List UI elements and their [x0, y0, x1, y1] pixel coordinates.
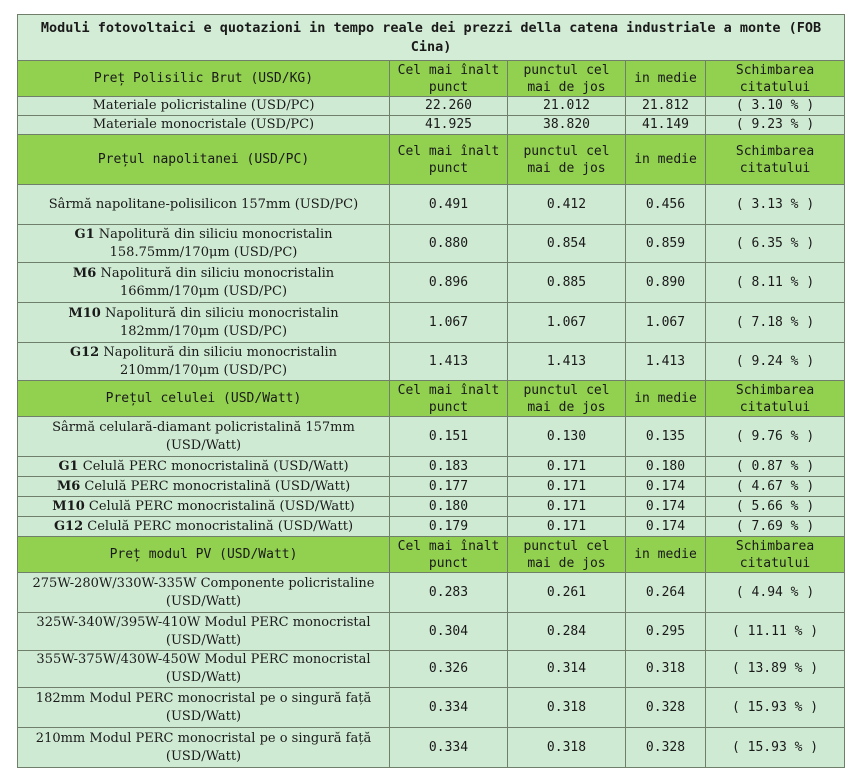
high-value: 0.151 — [390, 417, 508, 457]
product-cell — [18, 651, 390, 688]
product-size-prefix: M10 — [68, 305, 101, 321]
table-title: Moduli fotovoltaici e quotazioni in tempo reale dei prezzi della catena industriale a monte (FOB Cina) — [18, 15, 845, 61]
column-change-header: Schimbarea citatului — [706, 135, 845, 185]
change-value: ( 7.69 % ) — [706, 517, 845, 537]
low-value: 0.171 — [508, 477, 626, 497]
change-value: ( 11.11 % ) — [706, 613, 845, 651]
change-value: ( 6.35 % ) — [706, 225, 845, 263]
change-value: ( 5.66 % ) — [706, 497, 845, 517]
table-row — [18, 497, 845, 517]
table-row — [18, 417, 845, 457]
table-row — [18, 688, 845, 728]
avg-value: 0.328 — [626, 688, 706, 728]
table-row — [18, 613, 845, 651]
product-label: Materiale monocristale (USD/PC) — [92, 117, 315, 132]
product-label: Materiale policristaline (USD/PC) — [92, 98, 315, 113]
change-value: ( 3.13 % ) — [706, 185, 845, 225]
high-value: 0.880 — [390, 225, 508, 263]
low-value: 0.318 — [508, 728, 626, 768]
table-row — [18, 303, 845, 343]
low-value: 0.284 — [508, 613, 626, 651]
column-change-header: Schimbarea citatului — [706, 537, 845, 573]
product-cell — [18, 477, 390, 497]
change-value: ( 9.76 % ) — [706, 417, 845, 457]
change-value: ( 4.94 % ) — [706, 573, 845, 613]
avg-value: 0.180 — [626, 457, 706, 477]
product-label: Napolitură din siliciu monocristalin 158.75mm/170μm (USD/PC) — [98, 226, 333, 260]
product-size-prefix: M6 — [72, 265, 97, 281]
high-value: 0.334 — [390, 728, 508, 768]
change-value: ( 15.93 % ) — [706, 728, 845, 768]
section-header-label: Prețul napolitanei (USD/PC) — [18, 135, 390, 185]
product-cell — [18, 225, 390, 263]
column-avg-header: in medie — [626, 537, 706, 573]
product-label: Napolitură din siliciu monocristalin 166mm/170μm (USD/PC) — [100, 265, 335, 299]
column-change-header: Schimbarea citatului — [706, 381, 845, 417]
section-header-label: Preț modul PV (USD/Watt) — [18, 537, 390, 573]
table-row — [18, 457, 845, 477]
product-label: Napolitură din siliciu monocristalin 210mm/170μm (USD/PC) — [103, 344, 338, 378]
low-value: 0.171 — [508, 497, 626, 517]
product-cell — [18, 517, 390, 537]
avg-value: 21.812 — [626, 97, 706, 116]
product-cell — [18, 417, 390, 457]
table-row — [18, 116, 845, 135]
high-value: 0.180 — [390, 497, 508, 517]
avg-value: 0.174 — [626, 477, 706, 497]
product-cell — [18, 303, 390, 343]
change-value: ( 15.93 % ) — [706, 688, 845, 728]
product-label: 182mm Modul PERC monocristal pe o singură față (USD/Watt) — [35, 690, 372, 724]
column-high-header: Cel mai înalt punct — [390, 61, 508, 97]
product-label: 325W-340W/395W-410W Modul PERC monocristal (USD/Watt) — [36, 614, 371, 648]
table-row — [18, 517, 845, 537]
low-value: 0.171 — [508, 457, 626, 477]
product-cell — [18, 116, 390, 135]
change-value: ( 3.10 % ) — [706, 97, 845, 116]
high-value: 0.179 — [390, 517, 508, 537]
low-value: 0.854 — [508, 225, 626, 263]
change-value: ( 9.24 % ) — [706, 343, 845, 381]
change-value: ( 4.67 % ) — [706, 477, 845, 497]
avg-value: 41.149 — [626, 116, 706, 135]
low-value: 0.318 — [508, 688, 626, 728]
high-value: 1.067 — [390, 303, 508, 343]
product-cell — [18, 343, 390, 381]
section-header-label: Preț Polisilic Brut (USD/KG) — [18, 61, 390, 97]
table-row — [18, 97, 845, 116]
low-value: 38.820 — [508, 116, 626, 135]
table-row — [18, 573, 845, 613]
avg-value: 0.174 — [626, 497, 706, 517]
change-value: ( 7.18 % ) — [706, 303, 845, 343]
column-low-header: punctul cel mai de jos — [508, 537, 626, 573]
high-value: 1.413 — [390, 343, 508, 381]
product-label: Celulă PERC monocristalină (USD/Watt) — [88, 498, 355, 514]
avg-value: 0.456 — [626, 185, 706, 225]
high-value: 0.326 — [390, 651, 508, 688]
table-row — [18, 225, 845, 263]
section-header-row — [18, 61, 845, 97]
column-high-header: Cel mai înalt punct — [390, 537, 508, 573]
table-row — [18, 343, 845, 381]
product-label: Sârmă napolitane-polisilicon 157mm (USD/PC) — [48, 196, 359, 212]
column-avg-header: in medie — [626, 381, 706, 417]
product-size-prefix: M6 — [56, 478, 81, 494]
avg-value: 0.264 — [626, 573, 706, 613]
column-avg-header: in medie — [626, 61, 706, 97]
avg-value: 0.295 — [626, 613, 706, 651]
price-table-container — [17, 14, 844, 768]
product-cell — [18, 613, 390, 651]
column-low-header: punctul cel mai de jos — [508, 61, 626, 97]
avg-value: 0.174 — [626, 517, 706, 537]
avg-value: 0.135 — [626, 417, 706, 457]
price-table — [17, 14, 845, 768]
column-low-header: punctul cel mai de jos — [508, 381, 626, 417]
table-row — [18, 263, 845, 303]
product-size-prefix: G12 — [53, 518, 84, 534]
product-label: Napolitură din siliciu monocristalin 182mm/170μm (USD/PC) — [104, 305, 339, 339]
low-value: 0.412 — [508, 185, 626, 225]
column-change-header: Schimbarea citatului — [706, 61, 845, 97]
avg-value: 1.067 — [626, 303, 706, 343]
table-row — [18, 651, 845, 688]
section-header-row — [18, 381, 845, 417]
high-value: 0.334 — [390, 688, 508, 728]
low-value: 1.413 — [508, 343, 626, 381]
product-size-prefix: G12 — [69, 344, 100, 360]
high-value: 0.304 — [390, 613, 508, 651]
low-value: 0.171 — [508, 517, 626, 537]
low-value: 0.885 — [508, 263, 626, 303]
high-value: 0.491 — [390, 185, 508, 225]
low-value: 21.012 — [508, 97, 626, 116]
low-value: 0.130 — [508, 417, 626, 457]
avg-value: 1.413 — [626, 343, 706, 381]
change-value: ( 0.87 % ) — [706, 457, 845, 477]
product-label: Celulă PERC monocristalină (USD/Watt) — [84, 478, 351, 494]
high-value: 0.183 — [390, 457, 508, 477]
column-low-header: punctul cel mai de jos — [508, 135, 626, 185]
product-size-prefix: G1 — [58, 458, 79, 474]
high-value: 0.896 — [390, 263, 508, 303]
section-header-label: Prețul celulei (USD/Watt) — [18, 381, 390, 417]
avg-value: 0.328 — [626, 728, 706, 768]
product-label: Sârmă celulară-diamant policristalină 157mm (USD/Watt) — [52, 419, 355, 453]
product-label: Celulă PERC monocristalină (USD/Watt) — [87, 518, 354, 534]
avg-value: 0.890 — [626, 263, 706, 303]
column-high-header: Cel mai înalt punct — [390, 135, 508, 185]
low-value: 0.314 — [508, 651, 626, 688]
column-avg-header: in medie — [626, 135, 706, 185]
product-label: 210mm Modul PERC monocristal pe o singură față (USD/Watt) — [35, 730, 372, 764]
avg-value: 0.859 — [626, 225, 706, 263]
section-header-row — [18, 135, 845, 185]
product-cell — [18, 185, 390, 225]
product-cell — [18, 457, 390, 477]
change-value: ( 9.23 % ) — [706, 116, 845, 135]
high-value: 41.925 — [390, 116, 508, 135]
product-cell — [18, 573, 390, 613]
avg-value: 0.318 — [626, 651, 706, 688]
product-cell — [18, 688, 390, 728]
product-cell — [18, 497, 390, 517]
table-row — [18, 185, 845, 225]
product-label: 275W-280W/330W-335W Componente policristaline (USD/Watt) — [32, 575, 375, 609]
column-high-header: Cel mai înalt punct — [390, 381, 508, 417]
product-cell — [18, 97, 390, 116]
product-label: Celulă PERC monocristalină (USD/Watt) — [82, 458, 349, 474]
change-value: ( 8.11 % ) — [706, 263, 845, 303]
change-value: ( 13.89 % ) — [706, 651, 845, 688]
product-label: 355W-375W/430W-450W Modul PERC monocristal (USD/Watt) — [36, 652, 371, 685]
product-size-prefix: M10 — [52, 498, 85, 514]
section-header-row — [18, 537, 845, 573]
high-value: 0.177 — [390, 477, 508, 497]
table-row — [18, 477, 845, 497]
product-size-prefix: G1 — [74, 226, 95, 242]
high-value: 0.283 — [390, 573, 508, 613]
product-cell — [18, 728, 390, 768]
product-cell — [18, 263, 390, 303]
low-value: 1.067 — [508, 303, 626, 343]
table-row — [18, 728, 845, 768]
high-value: 22.260 — [390, 97, 508, 116]
low-value: 0.261 — [508, 573, 626, 613]
